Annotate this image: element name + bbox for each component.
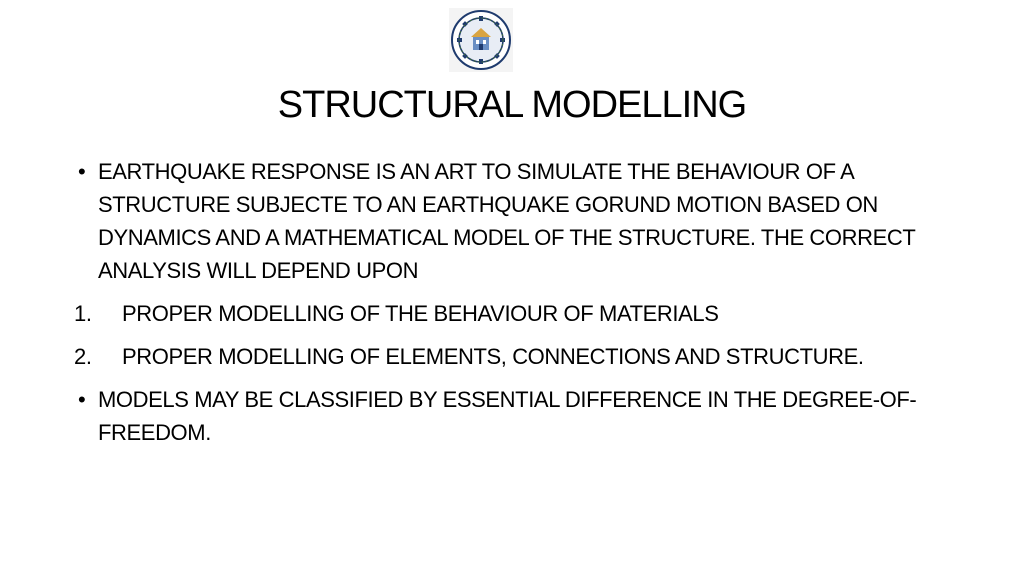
bullet-marker: • xyxy=(78,387,86,412)
numbered-item xyxy=(74,340,974,373)
slide-body xyxy=(74,155,974,459)
bullet-item xyxy=(74,383,974,449)
slide-title: STRUCTURAL MODELLING xyxy=(277,84,747,126)
seal-icon xyxy=(449,8,513,72)
number-marker: 1. xyxy=(74,301,92,326)
numbered-text: PROPER MODELLING OF ELEMENTS, CONNECTIONS AND STRUCTURE. xyxy=(122,344,864,369)
bullet-item xyxy=(74,155,974,287)
faculty-seal-logo xyxy=(449,8,513,72)
bullet-text: EARTHQUAKE RESPONSE IS AN ART TO SIMULATE THE BEHAVIOUR OF A STRUCTURE SUBJECTE TO AN EARTHQUAKE GORUND MOTION BASED ON DYNAMICS AND A MATHEMATICAL MODEL OF THE STRUCTURE. THE CORRECT ANALYSIS WILL DEPEND UPON xyxy=(98,159,916,283)
bullet-marker: • xyxy=(78,159,86,184)
numbered-item xyxy=(74,297,974,330)
number-marker: 2. xyxy=(74,344,92,369)
bullet-text: MODELS MAY BE CLASSIFIED BY ESSENTIAL DIFFERENCE IN THE DEGREE-OF-FREEDOM. xyxy=(98,387,917,445)
numbered-text: PROPER MODELLING OF THE BEHAVIOUR OF MATERIALS xyxy=(122,301,719,326)
